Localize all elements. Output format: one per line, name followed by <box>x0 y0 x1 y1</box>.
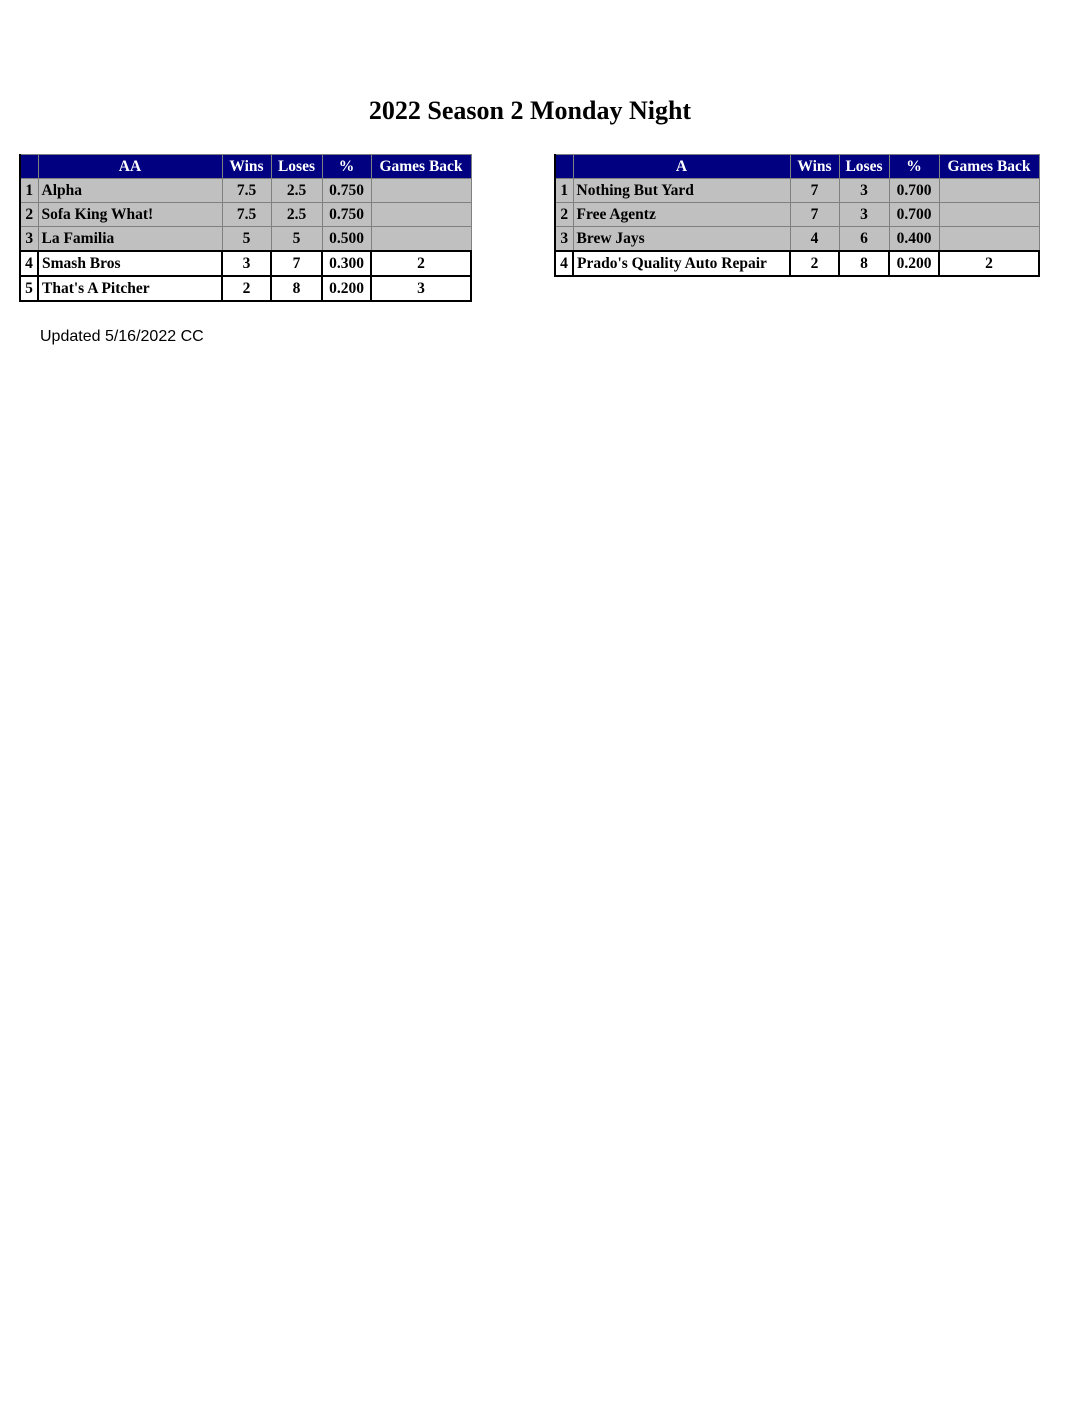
rank-cell: 2 <box>20 203 38 227</box>
loses-header: Loses <box>839 155 889 179</box>
rank-cell: 1 <box>555 179 573 203</box>
table-row <box>555 203 1039 227</box>
team-cell: Smash Bros <box>38 251 222 276</box>
loses-cell: 3 <box>839 179 889 203</box>
pct-header: % <box>322 155 371 179</box>
table-row <box>555 227 1039 252</box>
games-back-cell: 2 <box>939 251 1039 276</box>
games-back-cell <box>371 179 471 203</box>
wins-header: Wins <box>222 155 271 179</box>
loses-cell: 3 <box>839 203 889 227</box>
team-cell: Prado's Quality Auto Repair <box>573 251 790 276</box>
rank-cell: 3 <box>555 227 573 252</box>
team-cell: Brew Jays <box>573 227 790 252</box>
loses-cell: 7 <box>271 251 322 276</box>
table-row <box>20 179 471 203</box>
wins-cell: 3 <box>222 251 271 276</box>
table-row <box>20 276 471 301</box>
loses-cell: 2.5 <box>271 203 322 227</box>
table-row <box>555 179 1039 203</box>
standings-table-aa <box>19 154 472 302</box>
rank-cell: 4 <box>20 251 38 276</box>
games-back-cell: 2 <box>371 251 471 276</box>
loses-cell: 6 <box>839 227 889 252</box>
table-row <box>555 251 1039 276</box>
rank-cell: 5 <box>20 276 38 301</box>
wins-cell: 5 <box>222 227 271 252</box>
rank-header <box>555 155 573 179</box>
wins-cell: 7.5 <box>222 179 271 203</box>
division-header: A <box>573 155 790 179</box>
pct-cell: 0.200 <box>322 276 371 301</box>
pct-cell: 0.300 <box>322 251 371 276</box>
team-cell: Sofa King What! <box>38 203 222 227</box>
wins-header: Wins <box>790 155 839 179</box>
pct-cell: 0.750 <box>322 203 371 227</box>
rank-cell: 4 <box>555 251 573 276</box>
pct-cell: 0.700 <box>889 203 939 227</box>
rank-header <box>20 155 38 179</box>
table-header-row <box>555 155 1039 179</box>
pct-cell: 0.700 <box>889 179 939 203</box>
wins-cell: 4 <box>790 227 839 252</box>
team-cell: Alpha <box>38 179 222 203</box>
games-back-cell <box>939 227 1039 252</box>
games-back-cell <box>371 227 471 252</box>
pct-cell: 0.500 <box>322 227 371 252</box>
loses-cell: 5 <box>271 227 322 252</box>
team-cell: Nothing But Yard <box>573 179 790 203</box>
team-cell: Free Agentz <box>573 203 790 227</box>
games-back-cell <box>939 179 1039 203</box>
games-back-header: Games Back <box>371 155 471 179</box>
standings-table-a <box>554 154 1040 277</box>
table-row <box>20 251 471 276</box>
pct-header: % <box>889 155 939 179</box>
games-back-header: Games Back <box>939 155 1039 179</box>
division-header: AA <box>38 155 222 179</box>
page-title: 2022 Season 2 Monday Night <box>368 96 692 125</box>
updated-note: Updated 5/16/2022 CC <box>40 328 204 345</box>
wins-cell: 7 <box>790 179 839 203</box>
wins-cell: 7.5 <box>222 203 271 227</box>
wins-cell: 7 <box>790 203 839 227</box>
loses-cell: 8 <box>839 251 889 276</box>
loses-header: Loses <box>271 155 322 179</box>
wins-cell: 2 <box>222 276 271 301</box>
table-row <box>20 203 471 227</box>
games-back-cell <box>371 203 471 227</box>
loses-cell: 8 <box>271 276 322 301</box>
table-row <box>20 227 471 252</box>
table-header-row <box>20 155 471 179</box>
wins-cell: 2 <box>790 251 839 276</box>
pct-cell: 0.750 <box>322 179 371 203</box>
team-cell: That's A Pitcher <box>38 276 222 301</box>
games-back-cell <box>939 203 1039 227</box>
pct-cell: 0.400 <box>889 227 939 252</box>
team-cell: La Familia <box>38 227 222 252</box>
games-back-cell: 3 <box>371 276 471 301</box>
rank-cell: 1 <box>20 179 38 203</box>
loses-cell: 2.5 <box>271 179 322 203</box>
rank-cell: 3 <box>20 227 38 252</box>
pct-cell: 0.200 <box>889 251 939 276</box>
rank-cell: 2 <box>555 203 573 227</box>
